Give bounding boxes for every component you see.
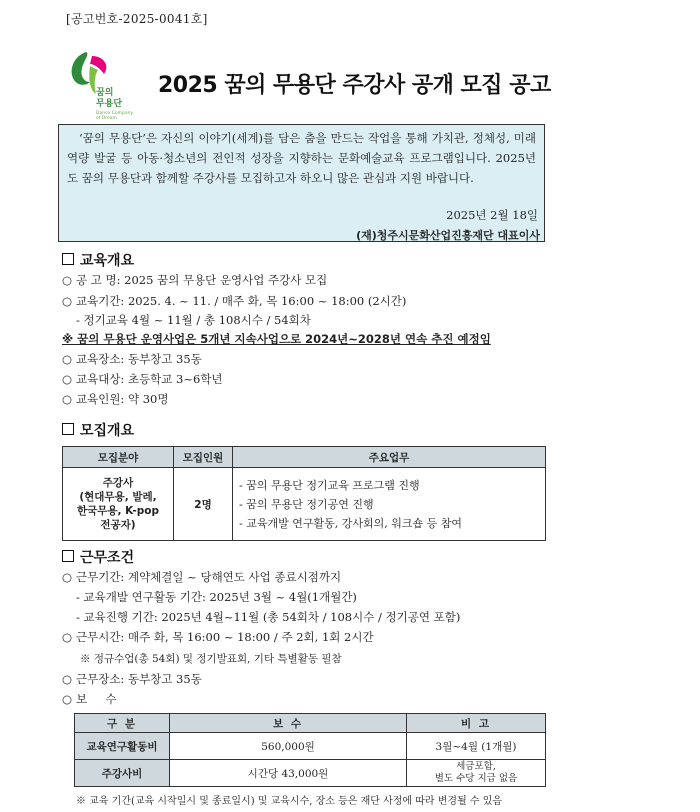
logo-subtitle: Dance Company of Dream [96, 111, 134, 121]
list-item: ○ 교육대상: 초등학교 3~6학년 [62, 372, 223, 386]
recruit-duties: - 꿈의 무용단 정기교육 프로그램 진행 - 꿈의 무용단 정기공연 진행 - 교육개발 연구활동, 강사회의, 워크숍 등 참여 [233, 468, 546, 541]
checkbox-icon [62, 423, 74, 435]
section-heading-education: 교육개요 [62, 250, 134, 270]
table-header: 모집인원 [174, 447, 233, 468]
pay-table [74, 713, 546, 787]
intro-text: ‘꿈의 무용단’은 자신의 이야기(세계)를 담은 춤을 만드는 작업을 통해 가치관, 정체성, 미래 역량 발굴 등 아동·청소년의 전인적 성장을 지향하는 문화예술교육 프로그램입니다. 2025년도 꿈의 무용단과 함께할 주강사를 모집하고자 하오니 많은 관심과 지원 바랍니다. [67, 131, 536, 185]
list-item: ○ 교육기간: 2025. 4. ~ 11. / 매주 화, 목 16:00 ~ 18:00 (2시간) [62, 294, 407, 308]
list-item: ○ 교육장소: 동부창고 35동 [62, 352, 202, 366]
table-row [63, 468, 546, 541]
notice-number: [공고번호-2025-0041호] [66, 12, 208, 26]
table-header: 모집분야 [63, 447, 174, 468]
list-sub-item: - 교육진행 기간: 2025년 4월~11월 (총 54회차 / 108시수 / 정기공연 포함) [76, 610, 461, 624]
intro-signature: (재)청주시문화산업진흥재단 대표이사 [356, 229, 540, 242]
recruit-count: 2명 [174, 468, 233, 541]
table-header: 비 고 [407, 714, 546, 733]
list-item: ○ 공 고 명: 2025 꿈의 무용단 운영사업 주강사 모집 [62, 273, 328, 287]
section-heading-recruit: 모집개요 [62, 420, 134, 440]
pay-note: 3월~4월 (1개월) [407, 733, 546, 760]
list-item: ○ 보 수 [62, 692, 117, 706]
list-sub-item: ※ 정규수업(총 54회) 및 정기발표회, 기타 특별활동 필참 [80, 653, 342, 665]
list-sub-item: - 정기교육 4월 ~ 11월 / 총 108시수 / 54회차 [76, 313, 311, 327]
footnote: ※ 교육 기간(교육 시작일시 및 종료일시) 및 교육시수, 장소 등은 재단 사정에 따라 변경될 수 있음 [76, 796, 503, 807]
intro-date: 2025년 2월 18일 [446, 208, 538, 222]
table-row [75, 760, 546, 787]
pay-type: 교육연구활동비 [75, 733, 170, 760]
logo-name: 꿈의 무용단 [96, 88, 123, 109]
recruit-table [62, 446, 546, 541]
list-sub-item: - 교육개발 연구활동 기간: 2025년 3월 ~ 4월(1개월간) [76, 590, 357, 604]
list-item: ○ 교육인원: 약 30명 [62, 392, 169, 406]
page-title: 2025 꿈의 무용단 주강사 공개 모집 공고 [158, 73, 551, 98]
pay-amount: 560,000원 [170, 733, 407, 760]
list-item: ○ 근무장소: 동부창고 35동 [62, 672, 202, 686]
checkbox-icon [62, 253, 74, 265]
pay-note: 세금포함, 별도 수당 지급 없음 [407, 760, 546, 787]
list-item: ○ 근무시간: 매주 화, 목 16:00 ~ 18:00 / 주 2회, 1회 2시간 [62, 630, 374, 644]
table-header: 보 수 [170, 714, 407, 733]
recruit-field: 주강사 (현대무용, 발레, 한국무용, K-pop 전공자) [63, 468, 174, 541]
intro-box [58, 124, 545, 242]
table-header: 주요업무 [233, 447, 546, 468]
table-row [75, 733, 546, 760]
pay-amount: 시간당 43,000원 [170, 760, 407, 787]
list-item: ○ 근무기간: 계약체결일 ~ 당해연도 사업 종료시점까지 [62, 570, 342, 584]
section-heading-work: 근무조건 [62, 547, 134, 567]
checkbox-icon [62, 550, 74, 562]
table-header: 구 분 [75, 714, 170, 733]
pay-type: 주강사비 [75, 760, 170, 787]
education-note: ※ 꿈의 무용단 운영사업은 5개년 지속사업으로 2024년~2028년 연속 추진 예정임 [62, 332, 491, 346]
